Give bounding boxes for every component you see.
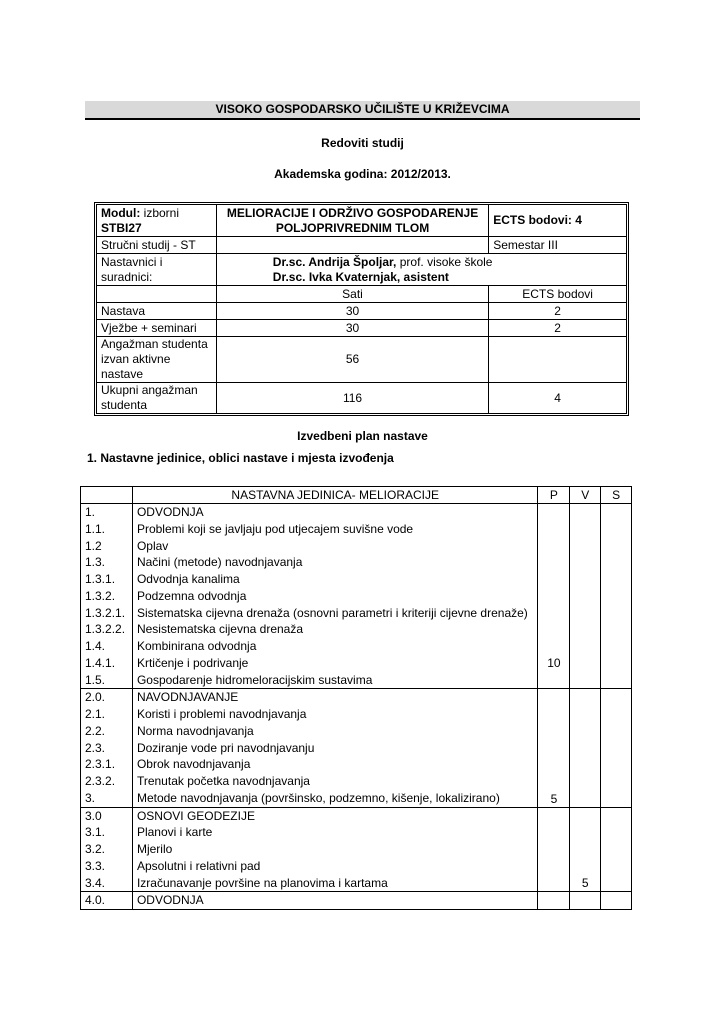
item-title: Izračunavanje površine na planovima i kartama: [136, 875, 388, 890]
item-title: Oplav: [136, 538, 169, 553]
block-p-hours: 10: [538, 504, 570, 689]
block-numbers: [81, 504, 133, 689]
item-title: OSNOVI GEODEZIJE: [136, 808, 255, 823]
semester: Semestar III: [489, 237, 627, 254]
block-items: [132, 892, 538, 910]
row-ects: 2: [489, 303, 627, 320]
block-s-hours: [601, 892, 632, 910]
course-code: STBI27: [101, 220, 142, 235]
item-title: Metode navodnjavanja (površinsko, podzemno, kišenje, lokalizirano): [136, 790, 500, 805]
item-title: Sistematska cijevna drenaža (osnovni parametri i kriteriji cijevne drenaže): [136, 605, 528, 620]
col-ects-header: ECTS bodovi: [489, 286, 627, 303]
item-title: Planovi i karte: [136, 825, 213, 840]
study-type: Stručni studij - ST: [97, 237, 217, 254]
teacher1-title: prof. visoke škole: [399, 254, 493, 269]
course-info-table: [96, 204, 627, 414]
col-unit-header: NASTAVNA JEDINICA- MELIORACIJE: [132, 487, 538, 504]
row-sati: 116: [216, 383, 488, 414]
hours-row: [97, 303, 627, 320]
item-number: 1.1.: [85, 521, 106, 536]
row-label: Angažman studenta izvan aktivne nastave: [97, 337, 217, 383]
item-number: 1.3.2.: [85, 588, 116, 603]
block-p-hours: [538, 807, 570, 892]
item-number: 2.3.2.: [85, 774, 116, 788]
row-sati: 56: [216, 337, 488, 383]
block-v-hours: [570, 689, 601, 807]
item-number: 1.3.2.1.: [85, 605, 126, 620]
block-p-hours: 5: [538, 689, 570, 807]
item-title: NAVODNJAVANJE: [136, 690, 239, 705]
item-number: 1.3.2.2.: [85, 622, 126, 637]
block-s-hours: [601, 689, 632, 807]
plan-block-odvodnja: [81, 504, 632, 689]
col-s-header: S: [601, 487, 632, 504]
item-title: Gospodarenje hidromeloracijskim sustavima: [136, 672, 373, 687]
ects-total: ECTS bodovi: 4: [489, 205, 627, 237]
block-p-hours: [538, 892, 570, 910]
block-items: [132, 689, 538, 807]
row-sati: 30: [216, 303, 488, 320]
block-items: [132, 504, 538, 689]
col-sati-header: Sati: [216, 286, 488, 303]
item-number: 3.3.: [85, 858, 106, 873]
teacher2: Dr.sc. Ivka Kvaternjak, asistent: [272, 269, 449, 284]
item-number: 1.3.1.: [85, 572, 116, 586]
study-type-heading: Redoviti studij: [321, 136, 404, 150]
item-title: Nesistematska cijevna drenaža: [136, 622, 304, 637]
item-number: 3.4.: [85, 875, 106, 890]
row-label: Ukupni angažman studenta: [97, 383, 217, 414]
block-numbers: [81, 892, 133, 910]
item-title: Načini (metode) navodnjavanja: [136, 555, 303, 570]
item-number: 2.1.: [85, 707, 106, 721]
modul-type: izborni: [143, 205, 180, 220]
block-v-hours: [570, 892, 601, 910]
empty-cell: [97, 286, 217, 303]
row-ects: 4: [489, 383, 627, 414]
block-numbers: [81, 807, 133, 892]
item-title: Doziranje vode pri navodnjavanju: [136, 740, 315, 755]
item-title: Obrok navodnjavanja: [136, 757, 251, 772]
institution-header: VISOKO GOSPODARSKO UČILIŠTE U KRIŽEVCIMA: [85, 101, 640, 120]
course-title: MELIORACIJE I ODRŽIVO GOSPODARENJE POLJOPRIVREDNIM TLOM: [216, 205, 488, 237]
block-s-hours: [601, 807, 632, 892]
modul-label: Modul:: [101, 205, 141, 220]
row-sati: 30: [216, 320, 488, 337]
item-title: Norma navodnjavanja: [136, 723, 254, 738]
col-num-header: [81, 487, 133, 504]
row-ects: [489, 337, 627, 383]
block-items: [132, 807, 538, 892]
item-title: Podzemna odvodnja: [136, 588, 247, 603]
item-number: 2.3.: [85, 740, 106, 755]
hours-row: [97, 383, 627, 414]
row-ects: 2: [489, 320, 627, 337]
teachers-cell: [216, 254, 626, 286]
block-numbers: [81, 689, 133, 807]
item-title: ODVODNJA: [136, 893, 204, 908]
empty-cell: [216, 237, 488, 254]
item-number: 4.0.: [85, 893, 106, 908]
item-number: 3.: [85, 790, 96, 805]
item-number: 3.2.: [85, 842, 106, 856]
hours-row: [97, 320, 627, 337]
item-number: 2.0.: [85, 690, 106, 705]
item-number: 1.: [85, 505, 96, 519]
col-v-header: V: [570, 487, 601, 504]
teacher1-name: Dr.sc. Andrija Špoljar,: [272, 254, 397, 269]
item-number: 2.3.1.: [85, 757, 116, 772]
item-number: 3.0: [85, 808, 102, 823]
row-label: Nastava: [97, 303, 217, 320]
item-number: 1.2: [85, 538, 102, 553]
item-title: Krtičenje i podrivanje: [136, 655, 249, 670]
item-title: Trenutak početka navodnjavanja: [136, 774, 310, 788]
academic-year-heading: Akademska godina: 2012/2013.: [274, 167, 451, 181]
plan-block-navodnjavanje: [81, 689, 632, 807]
block-v-hours: [570, 504, 601, 689]
teachers-label: Nastavnici i suradnici:: [97, 254, 217, 286]
block-v-hours: 5: [570, 807, 601, 892]
modul-cell: [97, 205, 217, 237]
item-number: 3.1.: [85, 825, 106, 840]
hours-row: [97, 337, 627, 383]
plan-block-geodezija: [81, 807, 632, 892]
item-title: Koristi i problemi navodnjavanja: [136, 707, 307, 721]
item-number: 1.4.: [85, 639, 106, 653]
item-title: Mjerilo: [136, 842, 173, 856]
item-title: Problemi koji se javljaju pod utjecajem suvišne vode: [136, 521, 414, 536]
item-number: 1.3.: [85, 555, 106, 570]
item-number: 2.2.: [85, 723, 106, 738]
plan-title: Izvedbeni plan nastave: [297, 429, 428, 443]
col-p-header: P: [538, 487, 570, 504]
item-title: Kombinirana odvodnja: [136, 639, 257, 653]
row-label: Vježbe + seminari: [97, 320, 217, 337]
item-number: 1.4.1.: [85, 655, 116, 670]
plan-subtitle: 1. Nastavne jedinice, oblici nastave i mjesta izvođenja: [87, 451, 394, 465]
item-title: Odvodnja kanalima: [136, 572, 240, 586]
block-s-hours: [601, 504, 632, 689]
plan-block-odvodnja-2: [81, 892, 632, 910]
plan-table: [80, 486, 632, 910]
item-number: 1.5.: [85, 672, 106, 687]
item-title: ODVODNJA: [136, 505, 204, 519]
item-title: Apsolutni i relativni pad: [136, 858, 261, 873]
